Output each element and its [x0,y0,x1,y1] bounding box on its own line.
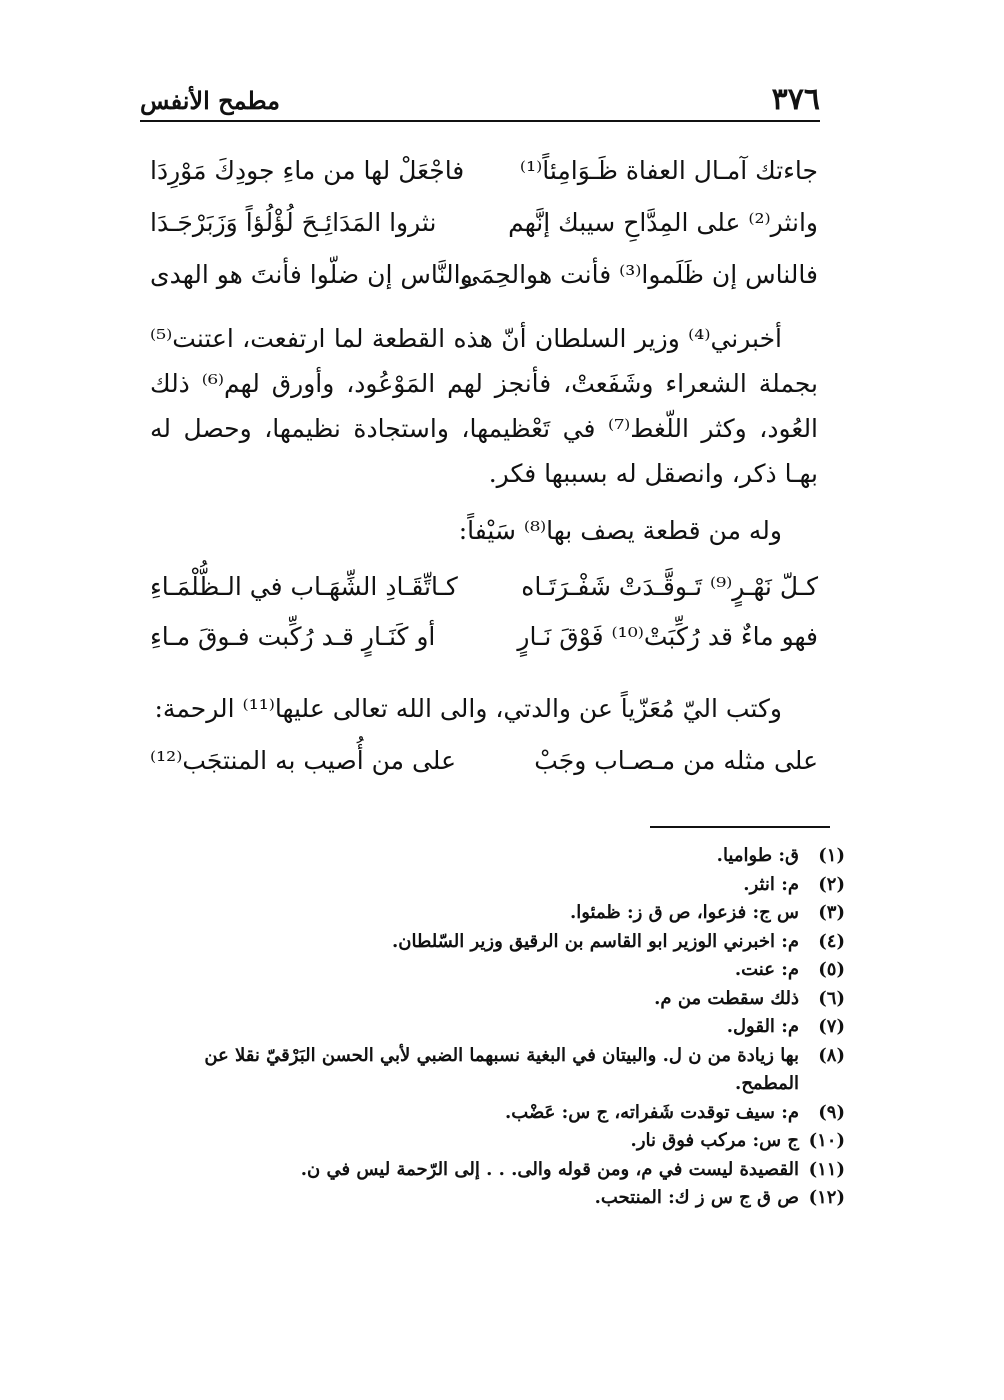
intro-text: وله من قطعة يصف بها⁽⁸⁾ سَيْفاً: [458,516,782,545]
footnote [160,1013,845,1042]
footnotes [160,842,845,1213]
verse-line [150,156,818,202]
footnote [160,928,845,957]
footnote-text: ذلك سقطت من م. [654,987,799,1009]
footnote-text: م: انثر. [743,873,799,895]
verse-line [150,260,818,306]
verse-line [150,572,818,618]
footnote [160,871,845,900]
footnote-text: م: القول. [726,1016,799,1037]
footnote-number: (٥) [818,959,845,980]
verse-line [150,746,818,792]
footnote-number: (٦) [818,987,845,1009]
verse-first-hemistich: فهو ماءٌ قد رُكِّبَتْ⁽¹⁰⁾ فَوْقَ نَـارٍ [517,622,818,651]
running-title: مطمح الأنفس [140,86,281,115]
verse-first-hemistich: كـلّ نَهْـرٍ⁽⁹⁾ تَـوقَّـدَتْ شَفْـرَتَـاه [521,572,818,601]
footnote-number: (٤) [818,930,845,952]
footnote-text: ص ق ج س ز ك: المنتحب. [594,1187,799,1208]
verse-second-hemistich: والنَّاس إن ضلّوا فأنتَ هو الهدى [150,260,473,289]
footnote-number: (٩) [818,1101,845,1123]
footnote [160,985,845,1014]
footnote [160,1127,845,1156]
page-number: ٣٧٦ [771,82,820,117]
footnote-number: (٧) [818,1016,845,1037]
verse-first-hemistich: فالناس إن ظَلَموا⁽³⁾ فأنت هوالحِمَى [460,260,818,289]
intro-text: وكتب اليّ مُعَزّياً عن والدتي، والى الله تعالى عليها⁽¹¹⁾ الرحمة: [154,694,782,723]
footnote [160,899,845,928]
footnote [160,842,845,871]
footnote-number: (١) [818,845,845,866]
footnote [160,956,845,985]
verse-first-hemistich: على مثله من مـصـاب وجَبْ [534,746,818,775]
footnote-number: (٣) [818,902,845,923]
footnote [160,1184,845,1213]
verse-second-hemistich: أو كَنَـارٍ قـد رُكِّبت فـوقَ مـاءِ [150,622,436,651]
prose-paragraph [150,316,818,496]
verse-second-hemistich: على من أُصيب به المنتجَب⁽¹²⁾ [150,746,456,775]
footnote-text: ق: طواميا. [716,845,799,866]
footnote-separator [650,826,830,828]
verse-first-hemistich: جاءتك آمـال العفاة ظَـوَامِئاً⁽¹⁾ [519,156,818,185]
paragraph-text: أخبرني⁽⁴⁾ وزير السلطان أنّ هذه القطعة لما ارتفعت، اعتنت⁽⁵⁾ بجملة الشعراء وشَفَعتْ، فأنجز لهم المَوْعُود، وأورق لهم⁽⁶⁾ ذلك العُود، وكثر اللّغط⁽⁷⁾ في تَعْظيمها، واستجادة نظيمها، وحصل له بهـا ذكر، وانصقل له بسببها فكر. [150,324,819,488]
footnote-number: (٨) [818,1044,845,1066]
poem-intro [150,508,818,553]
footnote-text: القصيدة ليست في م، ومن قوله والى. . . إلى الرّحمة ليس في ن. [300,1158,799,1180]
footnote-text: ج س: مركب فوق نار. [630,1130,799,1151]
footnote-number: (١١) [808,1158,845,1180]
footnote [160,1099,845,1128]
footnote-text: م: عنت. [734,959,799,980]
footnote-text: م: سيف توقدت شَفراته، ج س: عَضْب. [505,1101,799,1123]
footnote-text: بها زيادة من ن ل. والبيتان في البغية نسبهما الضبي لأبي الحسن البَرْقيّ نقلا عن المطمح. [204,1044,799,1094]
footnote-number: (٢) [818,873,845,895]
verse-second-hemistich: كـاتِّقَـادِ الشِّهَـاب في الـظُّلْمَـاءِ [150,572,458,601]
footnote-number: (١٠) [808,1130,845,1151]
page-header [140,82,820,122]
footnote [160,1156,845,1185]
verse-second-hemistich: نثروا المَدَائِـحَ لُؤْلُؤاً وَزَبَرْجَـدَا [150,208,437,237]
footnote-text: م: اخبرني الوزير ابو القاسم بن الرقيق وزير السّلطان. [391,930,799,952]
verse-first-hemistich: وانثر⁽²⁾ على المِدَّاحِ سيبك إنَّهم [508,208,818,237]
poem-intro [150,686,818,731]
footnote-number: (١٢) [808,1187,845,1208]
footnote-text: س ج: فزعوا، ص ق ز: ظمئوا. [569,902,799,923]
verse-second-hemistich: فاجْعَلْ لها من ماءِ جودِكَ مَوْرِدَا [150,156,465,185]
verse-line [150,208,818,254]
footnote [160,1042,845,1099]
verse-line [150,622,818,668]
